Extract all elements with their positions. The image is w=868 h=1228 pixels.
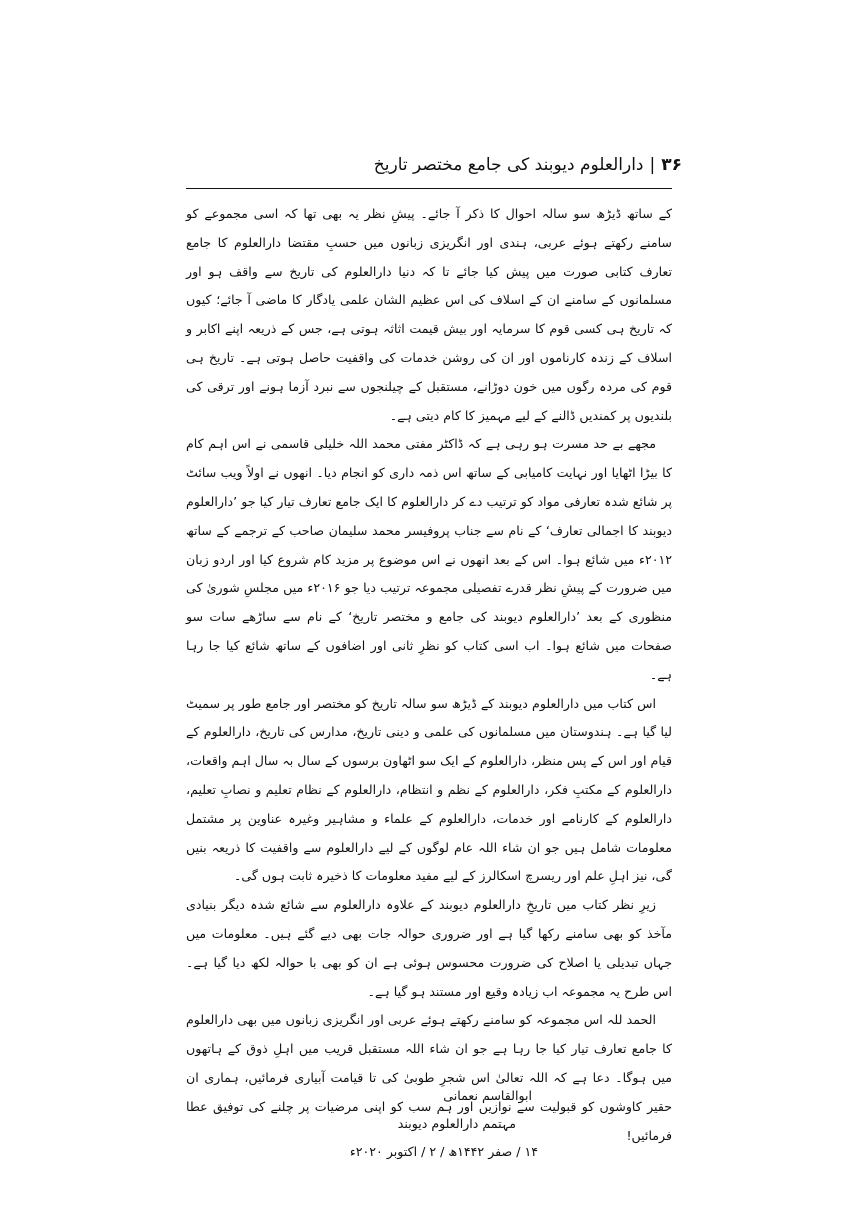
paragraph-4: زیرِ نظر کتاب میں تاریخِ دارالعلوم دیوبند کے علاوہ دارالعلوم سے شائع شدہ دیگر بنیادی مآخذ کو بھی سامنے رکھا گیا ہے اور ضروری حوالہ جات بھی دیے گئے ہیں۔ معلومات میں جہاں تبدیلی یا اصلاح کی ضرورت محسوس ہوئی ہے ان کو بھی با حوالہ لکھ دیا گیا ہے۔ اس طرح یہ مجموعہ اب زیادہ وقیع اور مستند ہو گیا ہے۔ [186, 897, 672, 999]
running-title: دارالعلوم دیوبند کی جامع مختصر تاریخ [373, 155, 644, 175]
body-text [186, 200, 672, 1150]
page-number: ۳۶ [661, 155, 682, 175]
paragraph-1: کے ساتھ ڈیڑھ سو سالہ احوال کا ذکر آ جائے۔ پیشِ نظر یہ بھی تھا کہ اسی مجموعے کو سامنے رکھتے ہوئے عربی، ہندی اور انگریزی زبانوں میں حسبِ مقتضا دارالعلوم کا جامع تعارف کتابی صورت میں پیش کیا جائے تا کہ دنیا دارالعلوم کی تاریخ سے واقف ہو اور مسلمانوں کے سامنے ان کے اسلاف کی اس عظیم الشان علمی یادگار کا ماضی آ جائے؛ کیوں کہ تاریخ ہی کسی قوم کا سرمایہ اور بیش قیمت اثاثہ ہوتی ہے، جس کے ذریعہ اپنے اکابر و اسلاف کے زندہ کارناموں اور ان کی روشن خدمات کی واقفیت حاصل ہوتی ہے۔ تاریخ ہی قوم کی مردہ رگوں میں خون دوڑانے، مستقبل کے چیلنجوں سے نبرد آزما ہونے اور ترقی کی بلندیوں پر کمندیں ڈالنے کے لیے مہمیز کا کام دیتی ہے۔ [186, 206, 672, 423]
paragraph-2: مجھے بے حد مسرت ہو رہی ہے کہ ڈاکٹر مفتی محمد اللہ خلیلی قاسمی نے اس اہم کام کا بیڑا اٹھایا اور نہایت کامیابی کے ساتھ اس ذمہ داری کو انجام دیا۔ انھوں نے اولاً ویب سائٹ پر شائع شدہ تعارفی مواد کو ترتیب دے کر دارالعلوم کا ایک جامع تعارف تیار کیا جو ’دارالعلوم دیوبند کا اجمالی تعارف‘ کے نام سے جناب پروفیسر محمد سلیمان صاحب کے ترجمے کے ساتھ ۲۰۱۲ء میں شائع ہوا۔ اس کے بعد انھوں نے اس موضوع پر مزید کام شروع کیا اور اردو زبان میں ضرورت کے پیشِ نظر قدرے تفصیلی مجموعہ ترتیب دیا جو ۲۰۱۶ء میں مجلسِ شوریٰ کی منظوری کے بعد ’دارالعلوم دیوبند کی جامع و مختصر تاریخ‘ کے نام سے ساڑھے سات سو صفحات میں شائع ہوا۔ اب اسی کتاب کو نظرِ ثانی اور اضافوں کے ساتھ شائع کیا جا رہا ہے۔ [186, 436, 672, 682]
paragraph-5: الحمد للہ اس مجموعہ کو سامنے رکھتے ہوئے عربی اور انگریزی زبانوں میں بھی دارالعلوم کا جامع تعارف تیار کیا جا رہا ہے جو ان شاء اللہ مستقبل قریب میں اہلِ ذوق کے ہاتھوں میں ہوگا۔ دعا ہے کہ اللہ تعالیٰ اس شجرِ طوبیٰ کی تا قیامت آبیاری فرمائیں، ہماری ان حقیر کاوشوں کو قبولیت سے نوازیں اور ہم سب کو اپنی مرضیات پر چلنے کی توفیق عطا فرمائیں! [186, 1012, 672, 1143]
running-header [162, 152, 682, 178]
signatory-name: ابوالقاسم نعمانی [443, 1088, 532, 1103]
header-rule [186, 188, 672, 189]
signature-date: ۱۴ / صفر ۱۴۴۲ھ / ۲ / اکتوبر ۲۰۲۰ء [349, 1144, 538, 1159]
signature-block [338, 1082, 538, 1166]
paragraph-3: اس کتاب میں دارالعلوم دیوبند کے ڈیڑھ سو سالہ تاریخ کو مختصر اور جامع طور پر سمیٹ لیا گیا ہے۔ ہندوستان میں مسلمانوں کی علمی و دینی تاریخ، مدارس کی تاریخ، دارالعلوم کے قیام اور اس کے پس منظر، دارالعلوم کے ایک سو اٹھاون برسوں کے سال بہ سال اہم واقعات، دارالعلوم کے مکتبِ فکر، دارالعلوم کے نظم و انتظام، دارالعلوم کے نظام تعلیم و نصابِ تعلیم، دارالعلوم کے کارنامے اور خدمات، دارالعلوم کے علماء و مشاہیر وغیرہ عناوین پر مشتمل معلومات شامل ہیں جو ان شاء اللہ عام لوگوں کے لیے دارالعلوم سے واقفیت کا ذریعہ بنیں گی، نیز اہلِ علم اور ریسرچ اسکالرز کے لیے مفید معلومات کا ذخیرہ ثابت ہوں گی۔ [186, 695, 672, 884]
signatory-designation: مہتمم دارالعلوم دیوبند [397, 1116, 516, 1131]
header-separator: | [649, 155, 656, 175]
